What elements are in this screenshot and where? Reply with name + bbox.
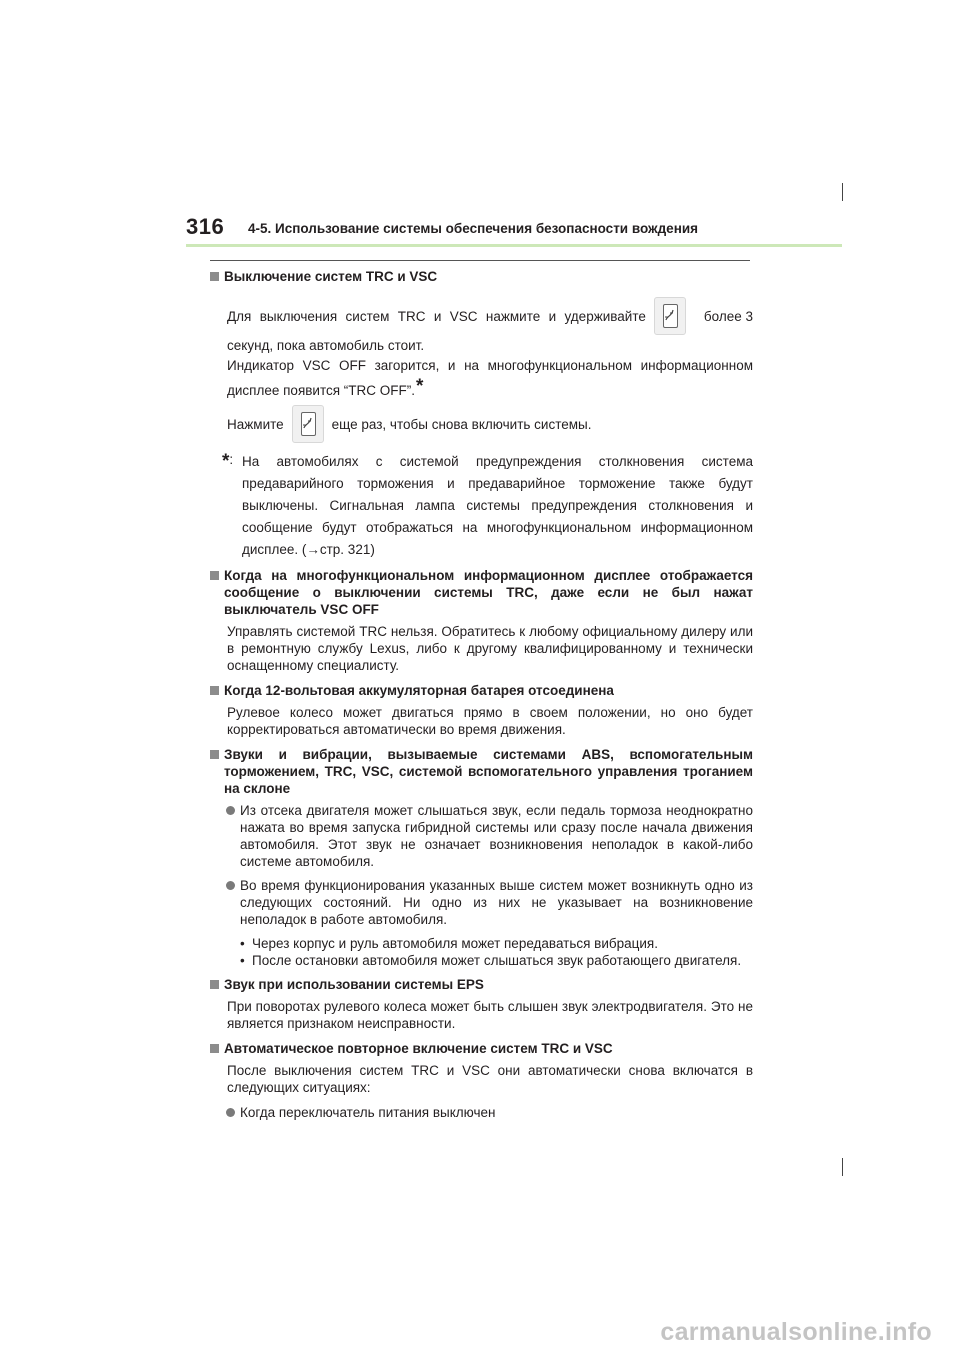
section-heading: Выключение систем TRC и VSC — [210, 268, 753, 285]
paragraph-text: дисплее появится “TRC OFF”. — [227, 383, 416, 398]
paragraph-text: Управлять системой TRC нельзя. Обратитесь к любому официальному дилеру или в ремонтную службу Lexus, либо к другому квалифицированному и технически оснащенному специалисту. — [227, 624, 753, 673]
bullet-dot-icon — [226, 1104, 240, 1121]
page-number: 316 — [186, 214, 225, 239]
paragraph — [227, 405, 753, 443]
section-heading: Звук при использовании системы EPS — [210, 976, 753, 993]
heading-square-icon — [210, 567, 224, 618]
footnote-text: На автомобилях с системой предупреждения столкновения система предаварийного торможения и предаварийное торможение также будут выключены. Сигнальная лампа системы предупреждения столкновения и сообщение будут отображаться на многофункциональном информационном дисплее. (→стр. 321) — [242, 454, 753, 557]
bullet-dot-icon — [226, 802, 240, 870]
section-heading: Когда 12-вольтовая аккумуляторная батарея отсоединена — [210, 682, 753, 699]
page-content — [210, 268, 753, 1128]
paragraph-text: После выключения систем TRC и VSC они автоматически снова включатся в следующих ситуациях: — [227, 1063, 753, 1095]
footnote-star: * — [222, 451, 230, 472]
heading-square-icon — [210, 976, 224, 993]
section-heading: Автоматическое повторное включение систем TRC и VSC — [210, 1040, 753, 1057]
list-item: Во время функционирования указанных выше систем может возникнуть одно из следующих состояний. Ни одно из них не указывает на возникновение неполадок в работе автомобиля. — [226, 877, 753, 928]
bullet-dot-icon — [226, 877, 240, 928]
header-rule — [186, 244, 842, 247]
sub-list-item: • После остановки автомобиля может слышаться звук работающего двигателя. — [240, 953, 742, 968]
content-rule — [210, 260, 750, 261]
vsc-off-switch-icon — [292, 405, 324, 443]
heading-square-icon — [210, 746, 224, 797]
section-heading: Когда на многофункциональном информационном дисплее отображается сообщение о выключении системы TRC, даже если не был нажат выключатель VSC OFF — [210, 567, 753, 618]
paragraph-text: еще раз, чтобы снова включить системы. — [331, 416, 592, 432]
paragraph-text: Рулевое колесо может двигаться прямо в своем положении, но оно будет корректироваться автоматически во время движения. — [227, 705, 753, 737]
sub-list-item: • Через корпус и руль автомобиля может передаваться вибрация. — [240, 936, 658, 951]
paragraph-text: Индикатор VSC OFF загорится, и на многофункциональном информационном — [227, 358, 753, 373]
paragraph-text: Нажмите — [227, 416, 284, 432]
footnote-star: * — [416, 376, 424, 397]
section-heading: Звуки и вибрации, вызываемые системами ABS, вспомогательным торможением, TRC, VSC, системой вспомогательного управления троганием на склоне — [210, 746, 753, 797]
vsc-off-switch-icon — [654, 297, 686, 335]
paragraph-text: Для выключения систем TRC и VSC нажмите и удерживайте — [227, 308, 646, 324]
paragraph-text: При поворотах рулевого колеса может быть слышен звук электродвигателя. Это не является признаком неисправности. — [227, 999, 753, 1031]
paragraph-text: секунд, пока автомобиль стоит. — [227, 338, 425, 353]
paragraph-text: более 3 — [703, 308, 753, 324]
chapter-section-title: 4-5. Использование системы обеспечения безопасности вождения — [248, 221, 699, 236]
list-item: Из отсека двигателя может слышаться звук, если педаль тормоза неоднократно нажата во время запуска гибридной системы или сразу после начала движения автомобиля. Этот звук не означает возникновения неполадок в какой-либо системе автомобиля. — [226, 802, 753, 870]
footnote: *: На автомобилях с системой предупреждения столкновения система предаварийного торможения и предаварийное торможение также будут выключены. Сигнальная лампа системы предупреждения столкновения и сообщение будут отображаться на многофункциональном информационном дисплее. (→стр. 321) — [222, 451, 753, 561]
list-item: Когда переключатель питания выключен — [226, 1104, 753, 1121]
heading-square-icon — [210, 682, 224, 699]
crop-mark-bottom — [842, 1158, 843, 1176]
watermark-link[interactable]: carmanualsonline.info — [660, 1318, 932, 1346]
heading-square-icon — [210, 1040, 224, 1057]
paragraph — [227, 297, 753, 335]
crop-mark-top — [842, 183, 843, 201]
paragraph — [227, 357, 753, 399]
heading-square-icon — [210, 268, 224, 285]
